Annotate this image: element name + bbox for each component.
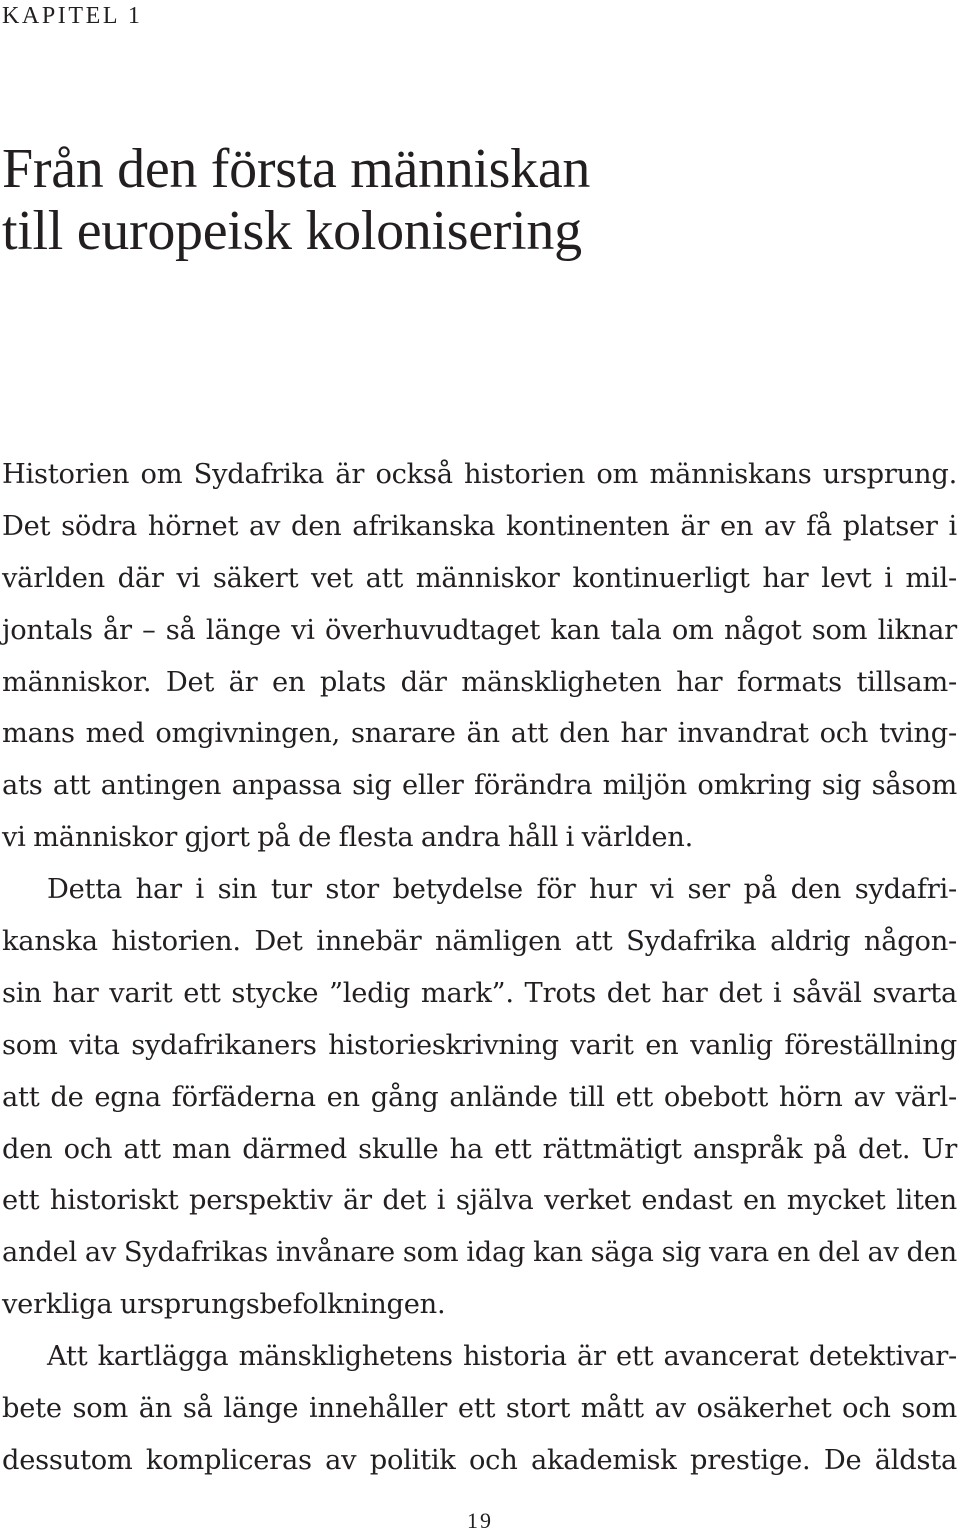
page-number: 19 bbox=[467, 1508, 493, 1533]
text-line: Det södra hörnet av den afrikanska kontinenten är en av få platser i bbox=[2, 510, 957, 542]
text-line: som vita sydafrikaners historieskrivning varit en vanlig föreställning bbox=[2, 1029, 957, 1061]
chapter-title bbox=[2, 138, 942, 262]
text-line: mans med omgivningen, snarare än att den har invandrat och tving- bbox=[2, 718, 957, 750]
text-line: dessutom kompliceras av politik och akademisk prestige. De äldsta bbox=[2, 1444, 957, 1476]
body-text bbox=[2, 449, 957, 1487]
text-line: att de egna förfäderna en gång anlände till ett obebott hörn av värl- bbox=[2, 1081, 957, 1113]
text-line: ett historiskt perspektiv är det i själva verket endast en mycket liten bbox=[2, 1185, 957, 1217]
text-line: Detta har i sin tur stor betydelse för hur vi ser på den sydafri- bbox=[47, 874, 957, 906]
text-line: verkliga ursprungsbefolkningen. bbox=[2, 1289, 446, 1321]
text-line: världen där vi säkert vet att människor kontinuerligt har levt i mil- bbox=[2, 562, 957, 594]
text-line: jontals år – så länge vi överhuvudtaget kan tala om något som liknar bbox=[2, 614, 957, 646]
text-line: sin har varit ett stycke ”ledig mark”. Trots det har det i såväl svarta bbox=[2, 977, 957, 1009]
text-line: den och att man därmed skulle ha ett rättmätigt anspråk på det. Ur bbox=[2, 1133, 957, 1165]
chapter-label: KAPITEL 1 bbox=[2, 3, 143, 29]
text-line: bete som än så länge innehåller ett stort mått av osäkerhet och som bbox=[2, 1393, 957, 1425]
text-line: Att kartlägga mänsklighetens historia är ett avancerat detektivar- bbox=[47, 1341, 957, 1373]
chapter-title-line: Från den första människan bbox=[2, 138, 591, 200]
text-line: människor. Det är en plats där mänskligheten har formats tillsam- bbox=[2, 666, 957, 698]
text-line: vi människor gjort på de flesta andra håll i världen. bbox=[2, 822, 694, 854]
text-line: Historien om Sydafrika är också historien om människans ursprung. bbox=[2, 459, 957, 490]
chapter-title-line: till europeisk kolonisering bbox=[2, 200, 582, 262]
text-line: kanska historien. Det innebär nämligen att Sydafrika aldrig någon- bbox=[2, 926, 957, 958]
text-line: andel av Sydafrikas invånare som idag kan säga sig vara en del av den bbox=[2, 1237, 957, 1269]
text-line: ats att antingen anpassa sig eller förändra miljön omkring sig såsom bbox=[2, 770, 957, 802]
